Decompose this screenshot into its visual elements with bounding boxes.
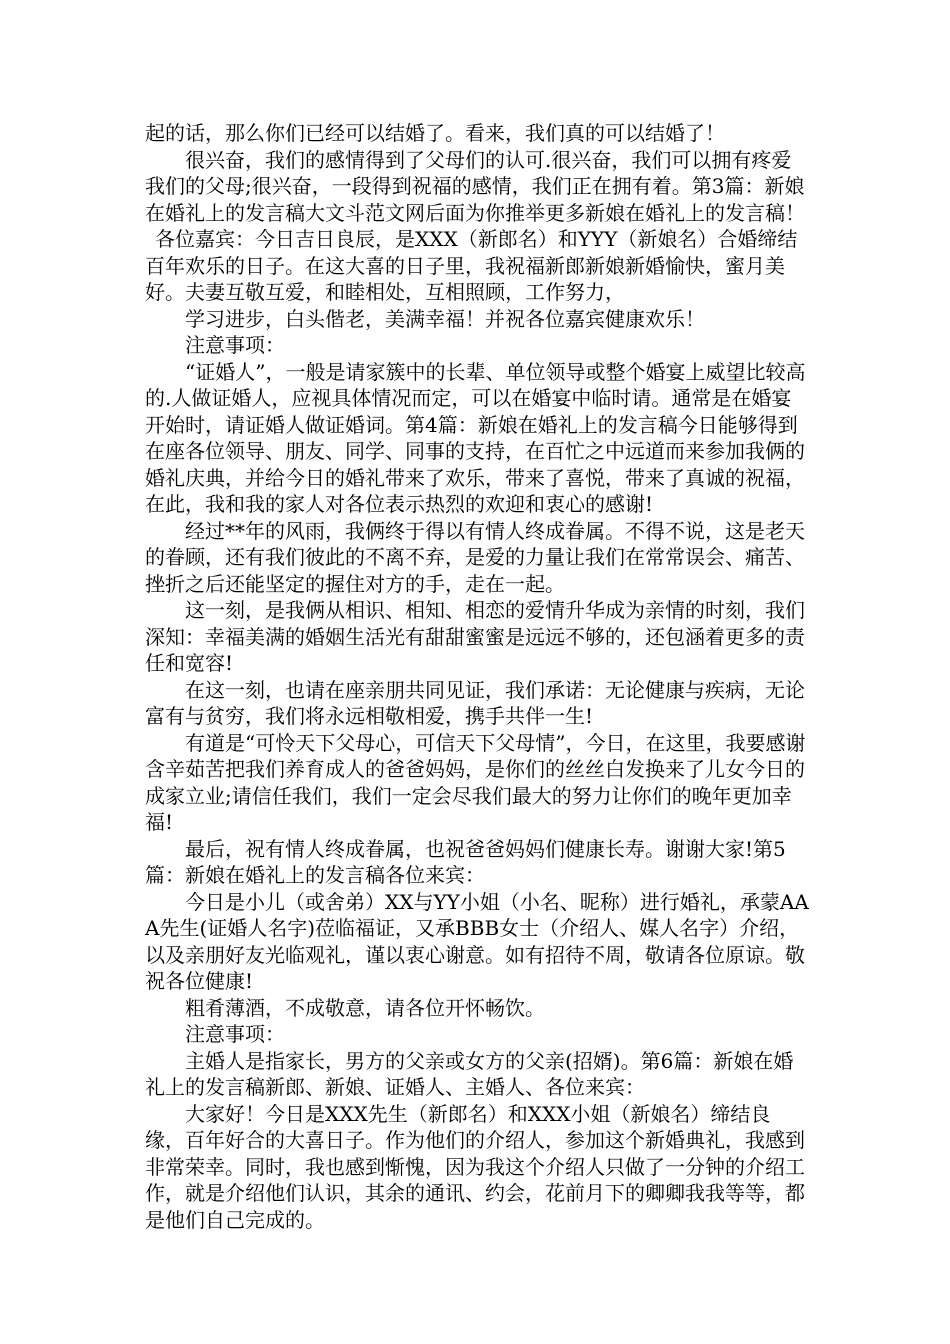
paragraph-1: 起的话，那么你们已经可以结婚了。看来，我们真的可以结婚了！ xyxy=(145,121,725,145)
paragraph-12: 今日是小儿（或舍弟）XX与YY小姐（小名、昵称）进行婚礼，承蒙AAA先生(证婚人名字)莅临福证，又承BBB女士（介绍人、媒人名字）介绍，以及亲朋好友光临观礼，谨以衷心谢意。如有招待不周，敬请各位原谅。敬祝各位健康! xyxy=(145,889,809,993)
paragraph-10: 有道是“可怜天下父母心，可信天下父母情”，今日，在这里，我要感谢含辛茹苦把我们养育成人的爸爸妈妈，是你们的丝丝白发换来了儿女今日的成家立业;请信任我们，我们一定会尽我们最大的努力让你们的晚年更加幸福! xyxy=(145,730,806,834)
paragraph-14-note-heading: 注意事项： xyxy=(185,1022,285,1046)
paragraph-9: 在这一刻，也请在座亲朋共同见证，我们承诺：无论健康与疾病，无论富有与贫穷，我们将永远相敬相爱，携手共伴一生! xyxy=(145,677,805,728)
paragraph-5-note-heading: 注意事项： xyxy=(185,333,285,357)
paragraph-4: 学习进步，白头偕老，美满幸福！并祝各位嘉宾健康欢乐！ xyxy=(185,306,705,331)
paragraph-2: 很兴奋，我们的感情得到了父母们的认可.很兴奋，我们可以拥有疼爱我们的父母;很兴奋，一段得到祝福的感情，我们正在拥有着。第3篇：新娘在婚礼上的发言稿大文斗范文网后面为你推举更多新娘在婚礼上的发言稿！ xyxy=(145,147,805,225)
paragraph-6: “证婚人”，一般是请家簇中的长辈、单位领导或整个婚宴上威望比较高的.人做证婚人，应视具体情况而定，可以在婚宴中临时请。通常是在婚宴开始时，请证婚人做证婚词。第4篇：新娘在婚礼上的发言稿今日能够得到在座各位领导、朋友、同学、同事的支持，在百忙之中远道而来参加我俩的婚礼庆典，并给今日的婚礼带来了欢乐，带来了喜悦，带来了真诚的祝福，在此，我和我的家人对各位表示热烈的欢迎和衷心的感谢! xyxy=(145,359,806,516)
document-body xyxy=(145,120,810,1233)
paragraph-13: 粗肴薄酒，不成敬意，请各位开怀畅饮。 xyxy=(185,995,545,1020)
paragraph-11: 最后，祝有情人终成眷属，也祝爸爸妈妈们健康长寿。谢谢大家!第5篇：新娘在婚礼上的发言稿各位来宾： xyxy=(145,836,786,887)
paragraph-15: 主婚人是指家长，男方的父亲或女方的父亲(招婿)。第6篇：新娘在婚礼上的发言稿新郎、新娘、证婚人、主婚人、各位来宾： xyxy=(145,1048,794,1099)
paragraph-16: 大家好！今日是XXX先生（新郎名）和XXX小姐（新娘名）缔结良缘，百年好合的大喜日子。作为他们的介绍人，参加这个新婚典礼，我感到非常荣幸。同时，我也感到惭愧，因为我这个介绍人只做了一分钟的介绍工作，就是介绍他们认识，其余的通讯、约会，花前月下的卿卿我我等等，都是他们自己完成的。 xyxy=(145,1101,805,1232)
paragraph-3: 各位嘉宾：今日吉日良辰，是XXX（新郎名）和YYY（新娘名）合婚缔结百年欢乐的日子。在这大喜的日子里，我祝福新郎新娘新婚愉快，蜜月美好。夫妻互敬互爱，和睦相处，互相照顾，工作努力， xyxy=(145,227,798,304)
paragraph-8: 这一刻，是我俩从相识、相知、相恋的爱情升华成为亲情的时刻，我们深知：幸福美满的婚姻生活光有甜甜蜜蜜是远远不够的，还包涵着更多的责任和宽容! xyxy=(145,598,805,675)
paragraph-7: 经过**年的风雨，我俩终于得以有情人终成眷属。不得不说，这是老天的眷顾，还有我们彼此的不离不弃，是爱的力量让我们在常常误会、痛苦、挫折之后还能坚定的握住对方的手，走在一起。 xyxy=(145,518,805,596)
